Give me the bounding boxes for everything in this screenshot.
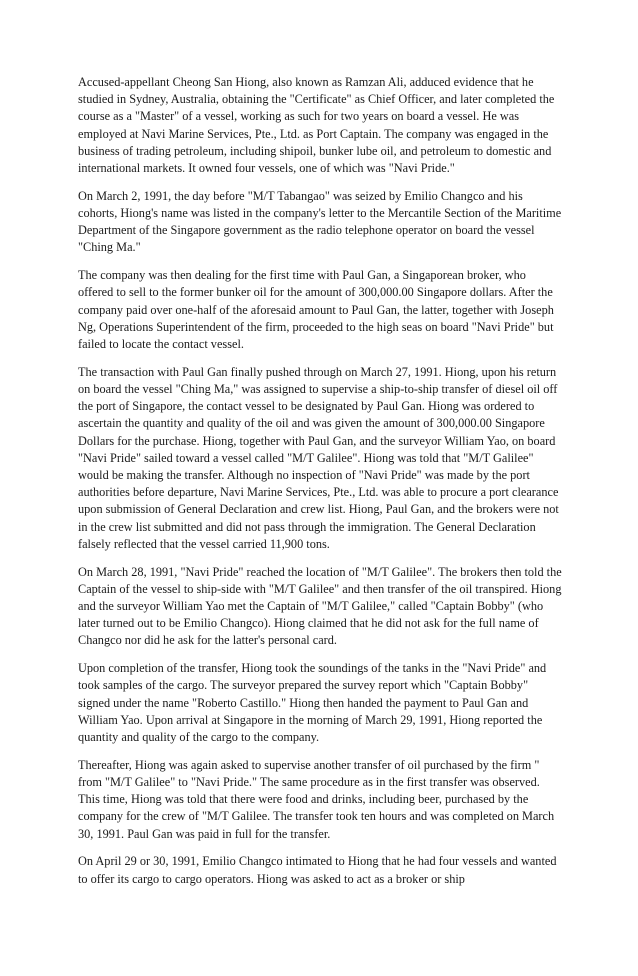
paragraph-4: The transaction with Paul Gan finally pushed through on March 27, 1991. Hiong, upon his return on board the vessel "Ching Ma," was assigned to supervise a ship-to-ship transfer of diesel oil off the port of Singapore, the contact vessel to be designated by Paul Gan. Hiong was ordered to ascertain the quantity and quality of the oil and was given the amount of 300,000.00 Singapore Dollars for the purchase. Hiong, together with Paul Gan, and the surveyor William Yao, on board "Navi Pride" sailed toward a vessel called "M/T Galilee". Hiong was told that "M/T Galilee" would be making the transfer. Although no inspection of "Navi Pride" was made by the port authorities before departure, Navi Marine Services, Pte., Ltd. was able to procure a port clearance upon submission of General Declaration and crew list. Hiong, Paul Gan, and the brokers were not in the crew list submitted and did not pass through the immigration. The General Declaration falsely reflected that the vessel carried 11,900 tons. xyxy=(78,364,559,551)
paragraph-6: Upon completion of the transfer, Hiong took the soundings of the tanks in the "Navi Pride" and took samples of the cargo. The surveyor prepared the survey report which "Captain Bobby" signed under the name "Roberto Castillo." Hiong then handed the payment to Paul Gan and William Yao. Upon arrival at Singapore in the morning of March 29, 1991, Hiong reported the quantity and quality of the cargo to the company. xyxy=(78,661,547,745)
paragraph-1: Accused-appellant Cheong San Hiong, also known as Ramzan Ali, adduced evidence that he studied in Sydney, Australia, obtaining the "Certificate" as Chief Officer, and later completed the course as a "Master" of a vessel, working as such for two years on board a vessel. He was employed at Navi Marine Services, Pte., Ltd. as Port Captain. The company was engaged in the business of trading petroleum, including shipoil, bunker lube oil, and petroleum to domestic and international markets. It owned four vessels, one of which was "Navi Pride." xyxy=(78,75,555,176)
paragraph-8: On April 29 or 30, 1991, Emilio Changco intimated to Hiong that he had four vessels and wanted to offer its cargo to cargo operators. Hiong was asked to act as a broker or ship xyxy=(78,854,557,886)
paragraph-3: The company was then dealing for the first time with Paul Gan, a Singaporean broker, who offered to sell to the former bunker oil for the amount of 300,000.00 Singapore dollars. After the company paid over one-half of the aforesaid amount to Paul Gan, the latter, together with Joseph Ng, Operations Superintendent of the firm, proceeded to the high seas on board "Navi Pride" but failed to locate the contact vessel. xyxy=(78,268,554,352)
document-body xyxy=(78,74,562,898)
paragraph-7: Thereafter, Hiong was again asked to supervise another transfer of oil purchased by the firm " from "M/T Galilee" to "Navi Pride." The same procedure as in the first transfer was observed. This time, Hiong was told that there were food and drinks, including beer, purchased by the company for the crew of "M/T Galilee. The transfer took ten hours and was completed on March 30, 1991. Paul Gan was paid in full for the transfer. xyxy=(78,757,555,841)
paragraph-5: On March 28, 1991, "Navi Pride" reached the location of "M/T Galilee". The brokers then told the Captain of the vessel to ship-side with "M/T Galilee" and then transfer of the oil transpired. Hiong and the surveyor William Yao met the Captain of "M/T Galilee," called "Captain Bobby" (who later turned out to be Emilio Changco). Hiong claimed that he did not ask for the full name of Changco nor did he ask for the latter's personal card. xyxy=(78,564,562,648)
paragraph-2: On March 2, 1991, the day before "M/T Tabangao" was seized by Emilio Changco and his cohorts, Hiong's name was listed in the company's letter to the Mercantile Section of the Maritime Department of the Singapore government as the radio telephone operator on board the vessel "Ching Ma." xyxy=(78,188,562,255)
